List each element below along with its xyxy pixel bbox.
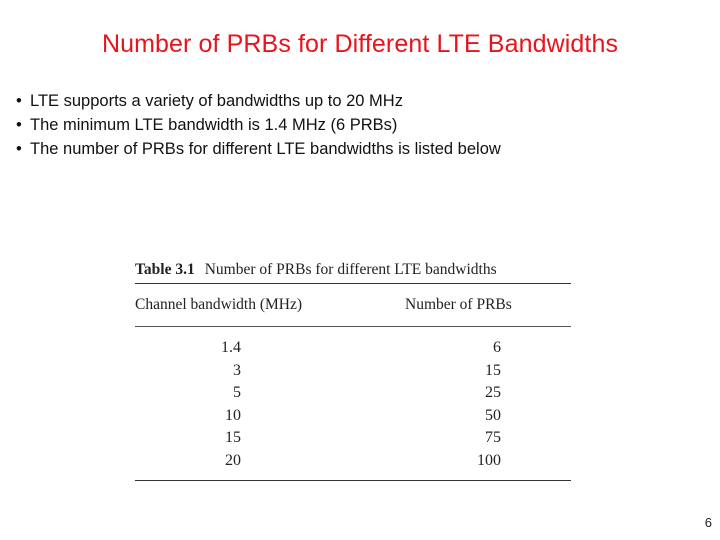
table-body xyxy=(135,327,571,480)
slide-title: Number of PRBs for Different LTE Bandwidths xyxy=(101,30,619,58)
bandwidth-cell: 1.4 xyxy=(221,339,241,356)
table-label: Table 3.1 xyxy=(135,261,195,278)
bandwidth-cell: 10 xyxy=(225,406,241,424)
table-caption-text: Number of PRBs for different LTE bandwidths xyxy=(204,261,497,278)
bullet-text: The number of PRBs for different LTE bandwidths is listed below xyxy=(30,140,501,158)
header-channel-bandwidth: Channel bandwidth (MHz) xyxy=(135,296,303,313)
bullet-dot: • xyxy=(16,92,22,110)
table-caption xyxy=(135,258,571,283)
table-row xyxy=(135,427,571,450)
prb-cell: 6 xyxy=(493,339,501,356)
bullet-dot: • xyxy=(16,116,22,134)
prb-table xyxy=(135,258,571,481)
table-row xyxy=(135,382,571,405)
bullet-text: LTE supports a variety of bandwidths up to 20 MHz xyxy=(30,92,403,110)
bullet-dot: • xyxy=(16,140,22,158)
prb-cell: 75 xyxy=(485,429,501,446)
header-number-of-prbs: Number of PRBs xyxy=(405,296,512,313)
table-row xyxy=(135,360,571,383)
prb-cell: 25 xyxy=(485,384,501,401)
bandwidth-cell: 15 xyxy=(225,429,241,446)
bullet-list xyxy=(16,89,501,161)
bullet-item xyxy=(16,113,501,137)
prb-cell: 15 xyxy=(485,361,501,379)
table-header-row xyxy=(135,284,571,326)
table-row xyxy=(135,405,571,428)
bandwidth-cell: 3 xyxy=(233,361,241,379)
table-row xyxy=(135,450,571,473)
bandwidth-cell: 20 xyxy=(225,451,241,469)
table-row xyxy=(135,337,571,360)
bullet-item xyxy=(16,137,501,161)
page-number: 6 xyxy=(704,515,712,530)
bandwidth-cell: 5 xyxy=(233,384,241,401)
prb-cell: 50 xyxy=(485,406,501,424)
bullet-text: The minimum LTE bandwidth is 1.4 MHz (6 PRBs) xyxy=(30,116,398,134)
bullet-item xyxy=(16,89,501,113)
table-bottom-rule xyxy=(135,480,571,481)
prb-cell: 100 xyxy=(477,451,501,469)
